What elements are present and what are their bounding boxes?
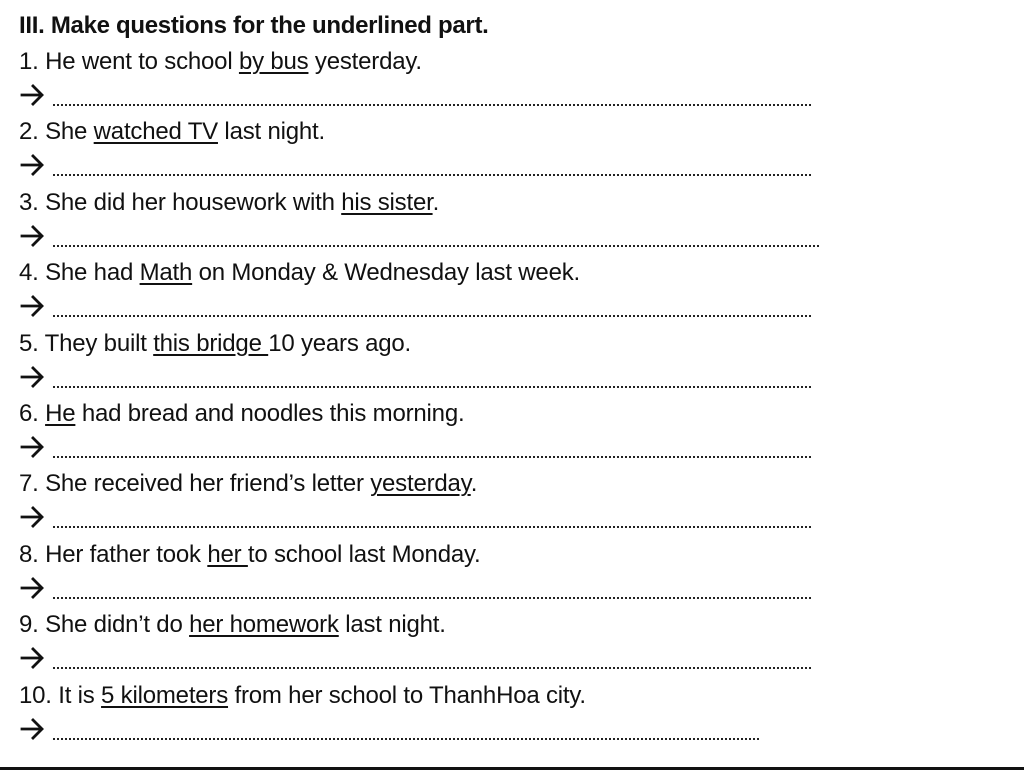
answer-line	[19, 150, 811, 180]
right-arrow-icon	[19, 221, 47, 251]
question-item-9	[19, 607, 1009, 677]
question-text	[19, 607, 446, 643]
question-text	[19, 466, 477, 502]
question-post: to school last Monday.	[247, 540, 481, 568]
answer-blank[interactable]	[53, 639, 811, 669]
question-post: .	[470, 470, 478, 498]
question-number: 7.	[19, 470, 46, 498]
answer-blank[interactable]	[53, 569, 811, 599]
underlined-part: by bus	[238, 48, 309, 75]
question-list	[19, 44, 1009, 748]
underlined-part: this bridge	[153, 329, 269, 357]
underlined-part: 5 kilometers	[101, 681, 229, 709]
question-post: from her school to ThanhHoa city.	[228, 681, 586, 709]
answer-line	[19, 573, 811, 603]
exercise-title: III. Make questions for the underlined part.	[19, 12, 489, 39]
question-post: .	[432, 188, 440, 216]
question-post: yesterday.	[308, 48, 422, 75]
right-arrow-icon	[19, 573, 47, 603]
question-pre: Her father took	[45, 540, 208, 568]
question-item-3	[19, 185, 1009, 255]
underlined-part: He	[45, 399, 76, 427]
underlined-part: his sister	[341, 188, 433, 216]
answer-blank[interactable]	[53, 217, 819, 247]
question-text	[19, 44, 422, 80]
question-pre: She didn’t do	[45, 611, 190, 639]
question-number: 10.	[19, 681, 59, 709]
question-item-2	[19, 114, 1009, 184]
question-text	[19, 678, 586, 714]
question-pre: She did her housework with	[45, 188, 342, 216]
question-item-1	[19, 44, 1009, 114]
answer-blank[interactable]	[53, 146, 811, 176]
answer-blank[interactable]	[53, 358, 811, 388]
question-text	[19, 255, 580, 291]
question-text	[19, 537, 481, 573]
question-pre: They built	[44, 329, 154, 357]
question-text	[19, 326, 411, 362]
question-text	[19, 114, 325, 150]
question-text	[19, 396, 464, 432]
answer-line	[19, 80, 811, 110]
question-number: 1.	[19, 48, 46, 75]
question-pre: She received her friend’s letter	[45, 470, 371, 498]
question-item-4	[19, 255, 1009, 325]
right-arrow-icon	[19, 643, 47, 673]
question-number: 3.	[19, 188, 46, 216]
answer-line	[19, 643, 811, 673]
question-text	[19, 185, 439, 221]
answer-line	[19, 432, 811, 462]
right-arrow-icon	[19, 291, 47, 321]
question-post: last night.	[338, 611, 446, 639]
answer-blank[interactable]	[53, 498, 811, 528]
question-pre: She had	[45, 259, 140, 287]
question-number: 8.	[19, 540, 46, 568]
question-item-8	[19, 537, 1009, 607]
answer-line	[19, 362, 811, 392]
underlined-part: watched TV	[93, 118, 218, 146]
question-number: 2.	[19, 118, 46, 146]
right-arrow-icon	[19, 362, 47, 392]
question-item-5	[19, 326, 1009, 396]
question-number: 5.	[19, 329, 45, 357]
right-arrow-icon	[19, 150, 47, 180]
question-number: 4.	[19, 259, 46, 287]
answer-line	[19, 714, 759, 744]
answer-line	[19, 221, 819, 251]
answer-blank[interactable]	[53, 710, 759, 740]
answer-blank[interactable]	[53, 287, 811, 317]
question-pre: She	[45, 118, 94, 146]
answer-blank[interactable]	[53, 76, 811, 106]
question-item-6	[19, 396, 1009, 466]
right-arrow-icon	[19, 80, 47, 110]
right-arrow-icon	[19, 432, 47, 462]
question-number: 6.	[19, 399, 46, 427]
question-post: 10 years ago.	[268, 329, 412, 357]
underlined-part: her homework	[189, 611, 339, 639]
right-arrow-icon	[19, 502, 47, 532]
right-arrow-icon	[19, 714, 47, 744]
underlined-part: yesterday	[370, 470, 471, 498]
answer-line	[19, 502, 811, 532]
question-item-10	[19, 678, 1009, 748]
question-number: 9.	[19, 611, 46, 639]
question-post: had bread and noodles this morning.	[75, 399, 465, 427]
question-post: on Monday & Wednesday last week.	[192, 259, 580, 287]
question-pre: He went to school	[45, 48, 239, 75]
underlined-part: her	[207, 540, 248, 568]
answer-blank[interactable]	[53, 428, 811, 458]
answer-line	[19, 291, 811, 321]
question-pre: It is	[58, 681, 102, 709]
underlined-part: Math	[139, 259, 193, 287]
question-item-7	[19, 466, 1009, 536]
question-post: last night.	[217, 118, 325, 146]
